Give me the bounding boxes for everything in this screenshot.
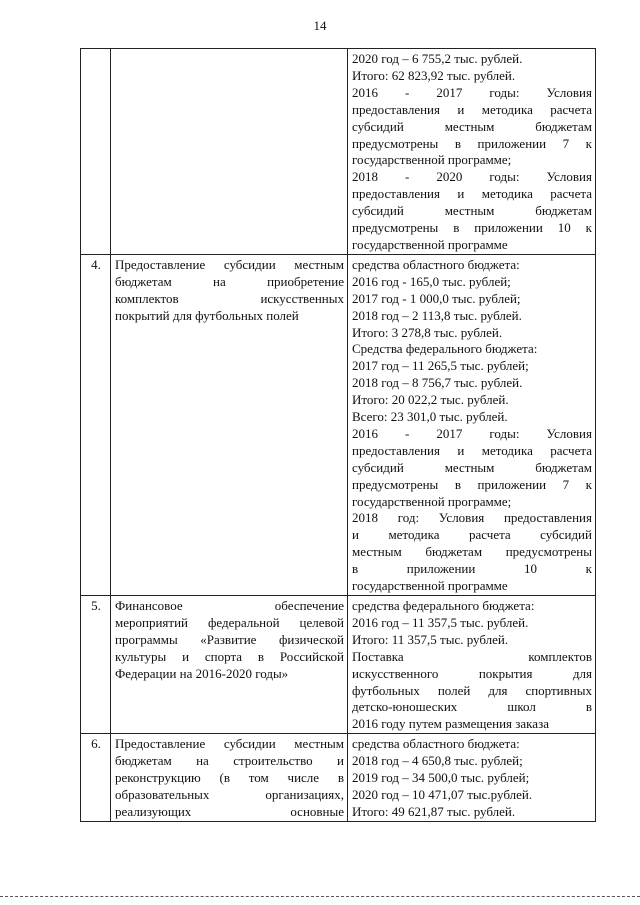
funding-details-cell	[348, 734, 596, 822]
row-number: 4.	[81, 254, 111, 595]
funding-details-cell	[348, 596, 596, 734]
funding-details-line: 2019 год – 34 500,0 тыс. рублей;	[352, 770, 530, 786]
funding-details-line: 2016 год – 11 357,5 тыс. рублей.	[352, 614, 529, 630]
funding-details-line: предусмотрены в приложении 7 к	[352, 135, 592, 151]
measure-name-cell	[111, 49, 348, 255]
funding-details-line: предоставления и методика расчета	[352, 101, 592, 117]
funding-details-line: средства областного бюджета:	[352, 256, 520, 272]
funding-details-line: 2017 год – 11 265,5 тыс. рублей;	[352, 358, 529, 374]
measure-name-line: покрытий для футбольных полей	[115, 307, 299, 323]
table-row	[81, 734, 596, 822]
funding-details-line: 2018 год – 2 113,8 тыс. рублей.	[352, 307, 522, 323]
row-number: 5.	[81, 596, 111, 734]
funding-details-line: 2018 год – 4 650,8 тыс. рублей;	[352, 753, 523, 769]
funding-details-line: предоставления и методика расчета	[352, 442, 592, 458]
funding-details-line: 2016 - 2017 годы: Условия	[352, 425, 592, 441]
funding-details-line: местным бюджетам предусмотрены	[352, 544, 592, 560]
funding-details-line: 2018 - 2020 годы: Условия	[352, 169, 592, 185]
measure-name-cell	[111, 596, 348, 734]
funding-details-line: детско-юношеских школ в	[352, 699, 592, 715]
funding-details-line: средства областного бюджета:	[352, 736, 520, 752]
measure-name-line: реализующих основные	[115, 803, 344, 819]
funding-details-line: предусмотрены в приложении 10 к	[352, 220, 592, 236]
measure-name-line: мероприятий федеральной целевой	[115, 614, 344, 630]
page-number: 14	[313, 18, 327, 33]
funding-details-line: 2016 - 2017 годы: Условия	[352, 84, 592, 100]
measure-name-line: образовательных организациях,	[115, 786, 344, 802]
funding-details-line: в приложении 10 к	[352, 561, 592, 577]
table-row	[81, 49, 596, 255]
table-row	[81, 254, 596, 595]
funding-details-line: 2017 год - 1 000,0 тыс. рублей;	[352, 290, 521, 306]
funding-details-line: предоставления и методика расчета	[352, 186, 592, 202]
page-bottom-rule	[0, 896, 640, 897]
funding-details-line: государственной программе	[352, 236, 508, 252]
funding-details-line: субсидий местным бюджетам	[352, 459, 592, 475]
funding-details-line: 2016 год - 165,0 тыс. рублей;	[352, 273, 511, 289]
funding-details-line: Итого: 49 621,87 тыс. рублей.	[352, 803, 516, 819]
funding-details-line: 2020 год – 10 471,07 тыс.рублей.	[352, 786, 533, 802]
funding-details-line: 2018 год – 8 756,7 тыс. рублей.	[352, 375, 523, 391]
funding-details-line: и методика расчета субсидий	[352, 527, 592, 543]
measure-name-line: комплектов искусственных	[115, 290, 344, 306]
row-number: 6.	[81, 734, 111, 822]
program-measures-table	[80, 48, 596, 822]
measure-name-line: Предоставление субсидии местным	[115, 256, 344, 272]
funding-details-line: государственной программе;	[352, 152, 512, 168]
funding-details-line: Итого: 62 823,92 тыс. рублей.	[352, 67, 516, 83]
funding-details-cell	[348, 254, 596, 595]
measure-name-cell	[111, 254, 348, 595]
table-row	[81, 596, 596, 734]
funding-details-line: предусмотрены в приложении 7 к	[352, 476, 592, 492]
funding-details-line: государственной программе	[352, 578, 508, 594]
measure-name-line: программы «Развитие физической	[115, 631, 344, 647]
funding-details-line: 2020 год – 6 755,2 тыс. рублей.	[352, 51, 523, 66]
funding-details-line: субсидий местным бюджетам	[352, 203, 592, 219]
measure-name-line: Федерации на 2016-2020 годы»	[115, 665, 289, 681]
funding-details-cell	[348, 49, 596, 255]
measure-name-line: Предоставление субсидии местным	[115, 736, 344, 752]
measure-name-cell	[111, 734, 348, 822]
funding-details-line: Итого: 3 278,8 тыс. рублей.	[352, 324, 503, 340]
funding-details-line: Всего: 23 301,0 тыс. рублей.	[352, 409, 508, 425]
funding-details-line: Итого: 11 357,5 тыс. рублей.	[352, 631, 509, 647]
measure-name-line: бюджетам на приобретение	[115, 273, 344, 289]
funding-details-line: средства федерального бюджета:	[352, 598, 535, 613]
row-number	[81, 49, 111, 255]
funding-details-line: футбольных полей для спортивных	[352, 682, 592, 698]
measure-name-line: реконструкцию (в том числе в	[115, 770, 344, 786]
funding-details-line: субсидий местным бюджетам	[352, 118, 592, 134]
funding-details-line: государственной программе;	[352, 493, 512, 509]
funding-details-line: 2016 году путем размещения заказа	[352, 716, 549, 732]
measure-name-line: бюджетам на строительство и	[115, 753, 344, 769]
funding-details-line: Средства федерального бюджета:	[352, 341, 538, 357]
funding-details-line: Итого: 20 022,2 тыс. рублей.	[352, 392, 509, 408]
measure-name-line: Финансовое обеспечение	[115, 598, 344, 613]
funding-details-line: 2018 год: Условия предоставления	[352, 510, 592, 526]
funding-details-line: Поставка комплектов	[352, 648, 592, 664]
funding-details-line: искусственного покрытия для	[352, 665, 592, 681]
measure-name-line: культуры и спорта в Российской	[115, 648, 344, 664]
